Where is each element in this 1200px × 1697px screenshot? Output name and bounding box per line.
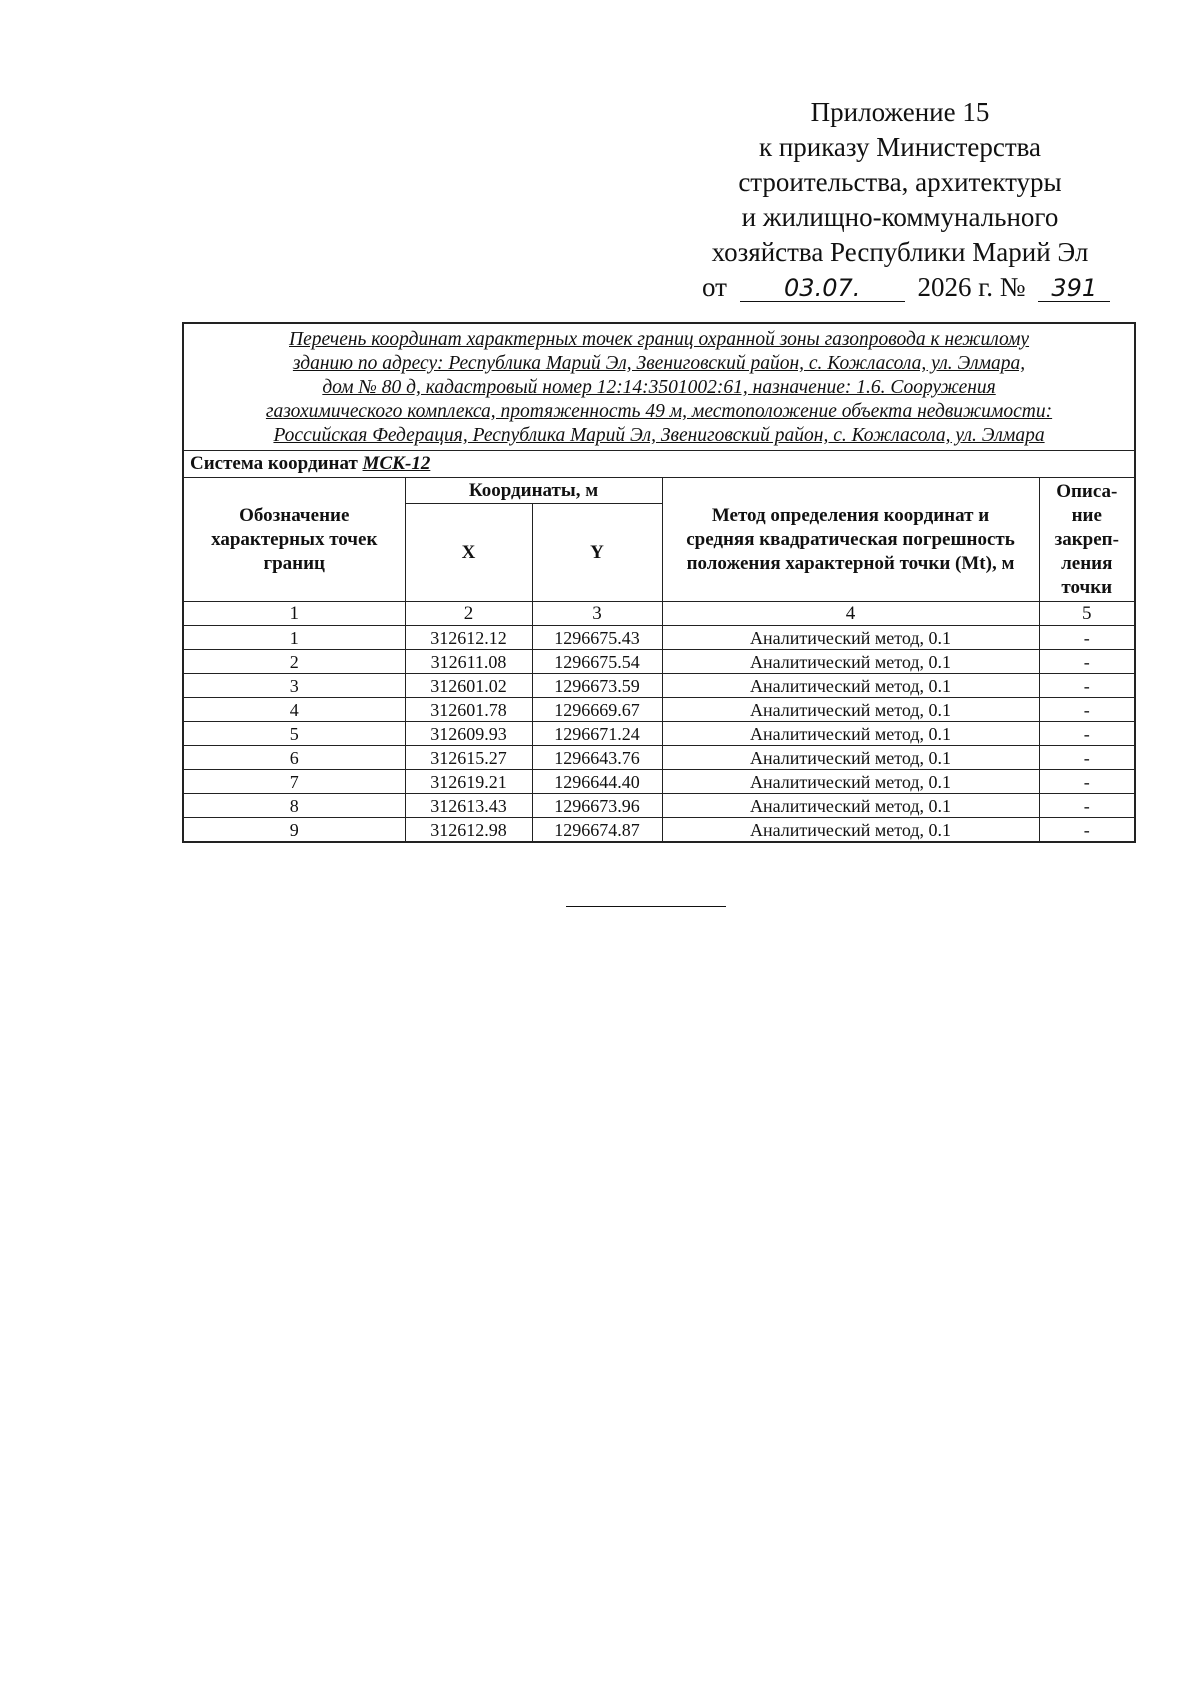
- header-line-5: хозяйства Республики Марий Эл: [711, 237, 1089, 267]
- x-coordinate-cell: 312601.78: [405, 698, 532, 722]
- document-header: [690, 95, 1110, 305]
- description-cell: -: [1039, 746, 1135, 770]
- point-number-cell: 4: [183, 698, 405, 722]
- x-coordinate-cell: 312619.21: [405, 770, 532, 794]
- method-cell: Аналитический метод, 0.1: [662, 674, 1039, 698]
- x-coordinate-cell: 312612.98: [405, 818, 532, 843]
- y-coordinate-cell: 1296669.67: [532, 698, 662, 722]
- header-line-1: Приложение 15: [810, 97, 990, 127]
- y-coordinate-cell: 1296671.24: [532, 722, 662, 746]
- caption-line-5: Российская Федерация, Республика Марий Эл, Звениговский район, с. Кожласола, ул. Элмара: [273, 425, 1045, 446]
- table-row: [183, 650, 1135, 674]
- coordinates-table: [182, 322, 1136, 843]
- column-numbers-row: [183, 602, 1135, 626]
- coordinate-system-label: Система координат: [190, 453, 358, 474]
- table-caption: [183, 323, 1135, 451]
- method-cell: Аналитический метод, 0.1: [662, 650, 1039, 674]
- method-cell: Аналитический метод, 0.1: [662, 698, 1039, 722]
- column-number: 3: [532, 602, 662, 626]
- header-y: Y: [532, 504, 662, 602]
- point-number-cell: 9: [183, 818, 405, 843]
- table-row: [183, 746, 1135, 770]
- description-cell: -: [1039, 794, 1135, 818]
- point-number-cell: 2: [183, 650, 405, 674]
- x-coordinate-cell: 312611.08: [405, 650, 532, 674]
- y-coordinate-cell: 1296675.43: [532, 626, 662, 650]
- method-cell: Аналитический метод, 0.1: [662, 818, 1039, 843]
- date-prefix: от: [702, 272, 727, 302]
- description-cell: -: [1039, 698, 1135, 722]
- caption-line-2: зданию по адресу: Республика Марий Эл, Звениговский район, с. Кожласола, ул. Элмара,: [292, 353, 1026, 374]
- header-method: Метод определения координат и средняя квадратическая погрешность положения характерной точки (Mt), м: [662, 478, 1039, 602]
- table-row: [183, 674, 1135, 698]
- header-line-2: к приказу Министерства: [758, 132, 1042, 162]
- year-text: 2026 г. №: [917, 272, 1026, 302]
- table-row: [183, 770, 1135, 794]
- y-coordinate-cell: 1296644.40: [532, 770, 662, 794]
- method-cell: Аналитический метод, 0.1: [662, 770, 1039, 794]
- table-body: [183, 626, 1135, 843]
- coordinate-system-row: [183, 451, 1135, 478]
- column-number: 5: [1039, 602, 1135, 626]
- description-cell: -: [1039, 674, 1135, 698]
- x-coordinate-cell: 312601.02: [405, 674, 532, 698]
- header-points: Обозначение характерных точек границ: [183, 478, 405, 602]
- column-number: 1: [183, 602, 405, 626]
- table-row: [183, 626, 1135, 650]
- column-number: 2: [405, 602, 532, 626]
- closing-rule: [566, 906, 726, 907]
- table-row: [183, 794, 1135, 818]
- description-cell: -: [1039, 650, 1135, 674]
- y-coordinate-cell: 1296673.59: [532, 674, 662, 698]
- x-coordinate-cell: 312609.93: [405, 722, 532, 746]
- coordinate-system-value: МСК-12: [362, 453, 431, 474]
- y-coordinate-cell: 1296674.87: [532, 818, 662, 843]
- point-number-cell: 3: [183, 674, 405, 698]
- caption-line-3: дом № 80 д, кадастровый номер 12:14:3501002:61, назначение: 1.6. Сооружения: [322, 377, 996, 398]
- point-number-cell: 8: [183, 794, 405, 818]
- description-cell: -: [1039, 626, 1135, 650]
- description-cell: -: [1039, 770, 1135, 794]
- point-number-cell: 7: [183, 770, 405, 794]
- method-cell: Аналитический метод, 0.1: [662, 794, 1039, 818]
- method-cell: Аналитический метод, 0.1: [662, 746, 1039, 770]
- y-coordinate-cell: 1296675.54: [532, 650, 662, 674]
- x-coordinate-cell: 312613.43: [405, 794, 532, 818]
- header-coords: Координаты, м: [405, 478, 662, 504]
- description-cell: -: [1039, 818, 1135, 843]
- header-description: Описа- ние закреп- ления точки: [1039, 478, 1135, 602]
- x-coordinate-cell: 312612.12: [405, 626, 532, 650]
- description-cell: -: [1039, 722, 1135, 746]
- order-number-handwritten: 391: [1038, 275, 1110, 302]
- table-row: [183, 818, 1135, 843]
- y-coordinate-cell: 1296643.76: [532, 746, 662, 770]
- header-line-3: строительства, архитектуры: [738, 167, 1062, 197]
- method-cell: Аналитический метод, 0.1: [662, 626, 1039, 650]
- y-coordinate-cell: 1296673.96: [532, 794, 662, 818]
- caption-line-1: Перечень координат характерных точек границ охранной зоны газопровода к нежилому: [289, 329, 1030, 350]
- caption-line-4: газохимического комплекса, протяженность 49 м, местоположение объекта недвижимости:: [265, 401, 1053, 422]
- table-row: [183, 722, 1135, 746]
- header-line-4: и жилищно-коммунального: [741, 202, 1059, 232]
- order-date-handwritten: 03.07.: [740, 275, 905, 302]
- point-number-cell: 1: [183, 626, 405, 650]
- header-x: X: [405, 504, 532, 602]
- column-number: 4: [662, 602, 1039, 626]
- order-date-line: [690, 270, 1110, 305]
- point-number-cell: 5: [183, 722, 405, 746]
- x-coordinate-cell: 312615.27: [405, 746, 532, 770]
- table-row: [183, 698, 1135, 722]
- point-number-cell: 6: [183, 746, 405, 770]
- method-cell: Аналитический метод, 0.1: [662, 722, 1039, 746]
